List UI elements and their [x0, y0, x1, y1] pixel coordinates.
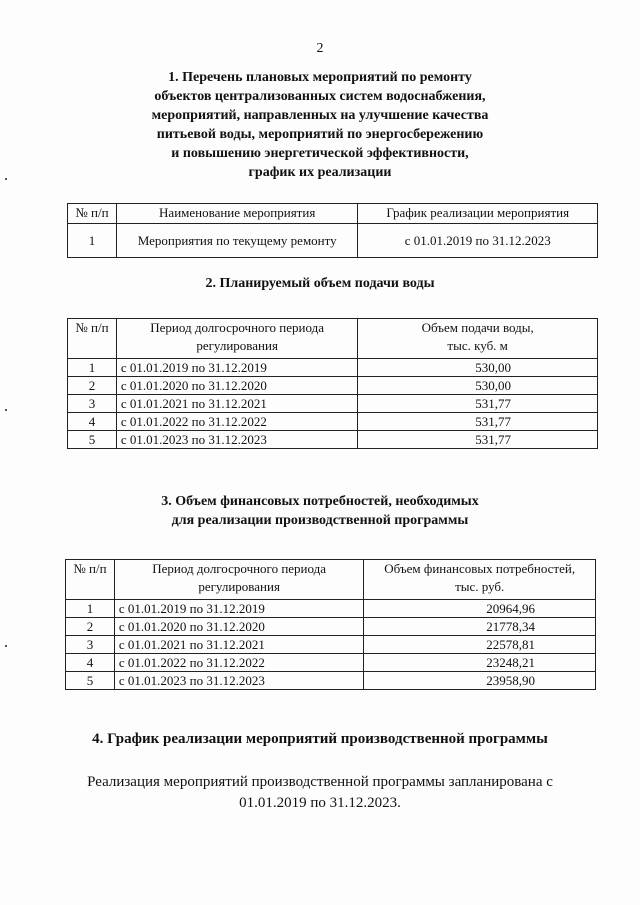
cell-period: с 01.01.2022 по 31.12.2022 — [116, 413, 357, 431]
section3-title-line: для реализации производственной программы — [171, 513, 469, 528]
cell-value: 23958,90 — [364, 672, 596, 690]
section1-title — [0, 68, 640, 182]
cell-num: 3 — [68, 395, 117, 413]
header-period — [116, 319, 357, 359]
cell-num: 5 — [68, 431, 117, 449]
cell-value: 531,77 — [358, 413, 598, 431]
section1-title-line: питьевой воды, мероприятий по энергосбережению — [156, 127, 484, 142]
header-schedule: График реализации мероприятия — [358, 204, 598, 224]
header-value-line: тыс. руб. — [455, 579, 505, 594]
water-supply-table — [67, 318, 598, 449]
cell-value: 531,77 — [358, 431, 598, 449]
table-header-row — [68, 204, 598, 224]
cell-num: 2 — [68, 377, 117, 395]
section2-title-text: 2. Планируемый объем подачи воды — [205, 276, 435, 291]
cell-value: 20964,96 — [364, 600, 596, 618]
header-period-line: регулирования — [196, 338, 278, 353]
scan-speck — [5, 645, 7, 647]
cell-num: 1 — [68, 359, 117, 377]
table-row — [66, 654, 596, 672]
table-row — [66, 600, 596, 618]
table-row — [68, 377, 598, 395]
cell-period: с 01.01.2021 по 31.12.2021 — [116, 395, 357, 413]
table-row — [68, 431, 598, 449]
header-value-line: тыс. куб. м — [447, 338, 508, 353]
cell-value: 21778,34 — [364, 618, 596, 636]
scan-speck — [5, 409, 7, 411]
cell-period: с 01.01.2019 по 31.12.2019 — [114, 600, 363, 618]
body-text-line: 01.01.2019 по 31.12.2023. — [239, 795, 401, 811]
table-row — [68, 224, 598, 258]
cell-num: 4 — [68, 413, 117, 431]
cell-value: 23248,21 — [364, 654, 596, 672]
section4-title — [0, 730, 640, 749]
cell-value: 530,00 — [358, 359, 598, 377]
header-measure-name: Наименование мероприятия — [116, 204, 358, 224]
header-period — [114, 560, 363, 600]
cell-value: 530,00 — [358, 377, 598, 395]
cell-period: с 01.01.2020 по 31.12.2020 — [114, 618, 363, 636]
section1-title-line: мероприятий, направленных на улучшение качества — [151, 108, 489, 123]
section1-title-line: объектов централизованных систем водоснабжения, — [154, 89, 486, 104]
cell-value: 531,77 — [358, 395, 598, 413]
scan-speck — [5, 178, 7, 180]
header-period-line: Период долгосрочного периода — [150, 320, 324, 335]
cell-value: 22578,81 — [364, 636, 596, 654]
header-financial-volume — [364, 560, 596, 600]
cell-num: 4 — [66, 654, 115, 672]
header-num: № п/п — [68, 319, 117, 359]
cell-num: 1 — [68, 224, 117, 258]
section1-title-line: график их реализации — [248, 165, 392, 180]
cell-period: с 01.01.2021 по 31.12.2021 — [114, 636, 363, 654]
table-row — [66, 636, 596, 654]
cell-measure-name: Мероприятия по текущему ремонту — [116, 224, 358, 258]
cell-period: с 01.01.2020 по 31.12.2020 — [116, 377, 357, 395]
header-period-line: регулирования — [198, 579, 280, 594]
page-number: 2 — [316, 41, 324, 56]
cell-period: с 01.01.2023 по 31.12.2023 — [116, 431, 357, 449]
measures-table — [67, 203, 598, 258]
body-text-line: Реализация мероприятий производственной программы запланирована с — [87, 774, 553, 790]
cell-period: с 01.01.2019 по 31.12.2019 — [116, 359, 357, 377]
header-value-line: Объем финансовых потребностей, — [384, 561, 576, 576]
table-row — [68, 359, 598, 377]
header-num: № п/п — [66, 560, 115, 600]
header-period-line: Период долгосрочного периода — [152, 561, 327, 576]
header-value-line: Объем подачи воды, — [421, 320, 534, 335]
cell-num: 1 — [66, 600, 115, 618]
section1-title-line: и повышению энергетической эффективности, — [171, 146, 469, 161]
section1-title-line: 1. Перечень плановых мероприятий по ремонту — [168, 70, 472, 85]
cell-period: с 01.01.2022 по 31.12.2022 — [114, 654, 363, 672]
cell-num: 3 — [66, 636, 115, 654]
financial-needs-table — [65, 559, 596, 690]
table-row — [68, 395, 598, 413]
cell-schedule: с 01.01.2019 по 31.12.2023 — [358, 224, 598, 258]
header-num: № п/п — [68, 204, 117, 224]
section3-title — [0, 492, 640, 530]
table-row — [68, 413, 598, 431]
table-row — [66, 618, 596, 636]
header-water-volume — [358, 319, 598, 359]
section4-title-text: 4. График реализации мероприятий производственной программы — [92, 731, 548, 747]
section3-title-line: 3. Объем финансовых потребностей, необходимых — [161, 494, 479, 509]
table-header-row — [66, 560, 596, 600]
table-row — [66, 672, 596, 690]
table-header-row — [68, 319, 598, 359]
cell-num: 5 — [66, 672, 115, 690]
cell-period: с 01.01.2023 по 31.12.2023 — [114, 672, 363, 690]
section2-title — [0, 274, 640, 293]
section4-body-text — [0, 772, 640, 814]
cell-num: 2 — [66, 618, 115, 636]
